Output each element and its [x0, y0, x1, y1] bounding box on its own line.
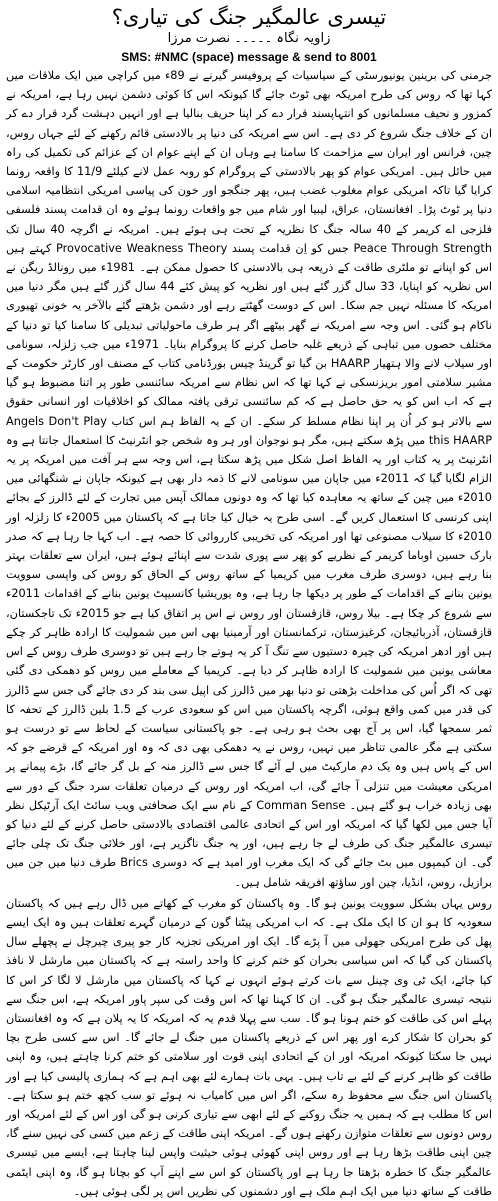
column-byline: زاویہ نگاہ ۔۔۔۔۔ نصرت مرزا: [167, 31, 331, 46]
article-title: تیسری عالمگیر جنگ کی تیاری؟: [111, 5, 387, 29]
sms-instruction: SMS: #NMC (space) message & send to 8001: [121, 50, 377, 64]
article-body: [6, 66, 493, 1198]
article-header: [0, 0, 498, 65]
article-paragraph-1: جرمنی کی برینین یونیورسٹی کے سیاسیات کے پروفیسر گیرنے نے 89ء میں کراچی میں ایک ملاقات میں کہا تھا کہ روس کی طرح امریکہ بھی ٹوٹ جائے گا کیونکہ اس کا کوئی دشمن نہیں رہا ہے، امریکہ نے کمزور و نحیف مسلمانوں کو انتہاپسند قرار دے کر اپنا حریف بنالیا ہے اور انہیں دہشت گرد قرار دے کر ان کے خلاف جنگ شروع کر دی ہے۔ اس سے امریکہ کی دنیا پر بالادستی قائم رکھنے کے لئے جہاں روس، چین، فرانس اور ایران سے مزاحمت کا سامنا ہے وہاں ان کے اپنے عوام ان کے عزائم کی تکمیل کی راہ میں حائل ہیں۔ امریکی عوام کو پھر بالادستی کے پروگرام کو روبہ عمل لانے کیلئے 11/9 کا واقعہ رونما کرایا گیا تاکہ امریکی عوام مغلوب غضب ہیں، پھر جنگجو اور خون کی پیاسی امریکی انتظامیہ اسلامی دنیا پر ٹوٹ پڑا۔ افغانستان، عراق، لیبیا اور شام میں جو واقعات رونما ہوئے وہ ان قدامت پسند فلسفی فلزجی اے کریمر کے 40 سالہ جنگ کا نظریہ کے تحت ہی ہوئے ہیں۔ امریکہ نے اگرچہ 40 سال تک Peace Through Strength جس کو اِن قدامت پسند Provocative Weakness Theory کہتے ہیں اس کو اپنانے تو ملٹری طاقت کے ذریعہ ہی بالادستی کا حصول ممکن ہے۔ 1981ء میں رونالڈ ریگن نے اس نظریہ کو اپنایا، 33 سال گزر گئے ہیں اور نظریہ کو پیش کئے 44 سال گزر گئے ہیں مگر دنیا میں امریکہ کا مسئلہ نہیں جم سکا۔ اس کے دوست گھٹتے رہے اور دشمن بڑھتے گئے بالآخر یہ خونی تھیوری ناکام ہو گئی۔ اس وجہ سے امریکہ نے گھر بیٹھے اگر ہر طرف ماحولیاتی تبدیلی کا سامنا کیا تو دنیا کے مختلف حصوں میں تباہی کے ذریعے غلبہ حاصل کرنے کا پروگرام بنایا۔ 1971ء میں جب زلزلہ، سونامی اور سیلاب لانے والا ہتھیار HAARP بن گیا تو گرینڈ چیس بورڈنامی کتاب کے مصنف اور کارٹر حکومت کے مشیر سلامتی امور بریزنسکی نے کہا تھا کہ اس نظام سے امریکہ سائنسی طور پر اتنا مضبوط ہو گیا ہے کہ اب اس کو یہ حق حاصل ہے کہ کم سائنسی ترقی یافتہ ممالک کو اخلاقیات اور انسانی حقوق سے بالاتر ہو کر اُن پر اپنا نظام مسلط کر سکے۔ ان کے یہ الفاظ ہم اس کتاب Angels Don't Play this HAARP میں پڑھ سکتے ہیں، مگر ہو نوجوان اور ہر وہ شخص جو انٹرنیٹ کا استعمال جانتا ہے وہ انٹرنیٹ پر یہ کتاب اور یہ الفاظ اصل شکل میں پڑھ سکتا ہے، اس وجہ سے ہر آفت میں امریکہ پر یہ الزام لگایا گیا کہ 2011ء میں جاپان میں سونامی لانے کا ذمہ دار بھی ہے کیونکہ جاپان نے شنگھائی میں 2010ء میں چین کے ساتھ یہ معاہدہ کیا تھا کہ وہ دونوں ممالک آپس میں تجارت کے لئے ڈالرز کے بجائے اپنی کرنسی کا استعمال کریں گے۔ اسی طرح یہ خیال کیا جاتا ہے کہ پاکستان میں 2005ء کا زلزلہ اور 2010ء کا سیلاب مصنوعی تھا اور امریکہ کی تخریبی کارروائی کا حصہ ہے۔ اب کہا جا رہا ہے کہ صدر بارک حسین اوباما کریمر کے نظریے کو پھر سے پوری شدت سے اپنائے ہوئے ہیں، ایران سے تعلقات بہتر بنا رہے ہیں، دوسری طرف مغرب میں کریمیا کے ساتھ روس کے الحاق کو روس کی واپسی سوویت یونین بنانے کے اقدامات کے طور پر دیکھا جا رہا ہے، وہ یوریشیا کانسیپٹ یونین بنانے کے اقدامات 2011ء سے شروع کر چکا ہے۔ بیلا روس، قازقستان اور روس نے اس پر اتفاق کیا ہے جو 2015ء تک تاجکستان، قازقستان، آذربائیجان، کرغیزستان، ترکمانستان اور آرمینیا بھی اس میں شمولیت کا ارادہ ظاہر کر چکے ہیں اور ادھر امریکہ کی چیرہ دستیوں سے تنگ آ کر یہ ہوتے جا رہے ہیں تو دوسری طرف روس کے اس معاشی یونین میں شمولیت کا ارادہ ظاہر کر دیا ہے۔ کریمیا کے معاملے میں روس کو دھمکی دی گئی تھی کہ اگر اُس کی مداخلت بڑھتی تو دنیا بھر میں ڈالرز کی اپیل سی بند کر دی جائے گی جس سے ڈالرز کی قدر میں کمی واقع ہوئی، اگرچہ پاکستان میں اس کو سعودی عرب کے 1.5 بلین ڈالرز کے تحفہ کا ثمر سمجھا گیا، اس پر آج بھی بحث ہو رہی ہے۔ جو پاکستانی سیاست کے لحاظ سے تو درست ہو سکتی ہے مگر عالمی تناظر میں نہیں، روس نے یہ دھمکی بھی دی کہ وہ اور امریکہ کے قرضے جو کہ اس کے پاس ہیں وہ یک دم مارکیٹ میں لے آئے گا جس سے ڈالرز منہ کے بل گر جائے گا، بڑے پیمانے پر امریکی معیشت میں تنزلی آ جائے گی، اب امریکہ اور روس کے درمیان تعلقات سرد جنگ کے دور سے بھی زیادہ خراب ہو گئے ہیں۔ Comman Sense کے نام سے ایک صحافتی ویب سائٹ ایک آرٹیکل نظر آیا جس میں لکھا گیا کہ امریکہ اور اس کے اتحادی عالمی اقتصادی بالادستی حاصل کرنے کے لئے دنیا کو تیسری عالمگیر جنگ کی طرف لے جا رہے ہیں، اور یہ جنگ ناگزیر ہے، اور خلائی جنگ تک چلی جائے گی۔ ان کیمپوں میں بٹ جائے گی کہ ایک مغرب اور امید ہے کہ دوسری Brics طرف دنیا میں جن میں برازیل، روس، انڈیا، چین اور ساؤتھ افریقہ شامل ہیں۔: [6, 69, 493, 889]
article-paragraph-2: روس یہاں بشکل سوویت یونین ہو گا۔ وہ پاکستان کو مغرب کے کھاتے میں ڈال رہے ہیں کہ پاکستان سعودیہ کا ہو ان کا ایک ملک ہے۔ کہ اب امریکی پیٹنا گون کے درمیان گہرے تعلقات ہیں وہ ایک ایسے پھل کی طرح امریکی جھولی میں آ پڑے گا۔ ایک اور امریکی تجزیہ کار جو پیری چیرچل نے پچھلے سال پاکستان کی گیا کہ اس سیاسی بحران کو ختم کرنے کا واحد راستہ ہے کہ پاکستان میں مارشل لا نافذ کیا جائے، ایک ٹی وی چینل سے بات کرتے ہوئے انہوں نے کہا کہ پاکستان میں مارشل لا لگا کر اس کا نتیجہ تیسری عالمگیر جنگ ہو گی۔ ان کا کہنا تھا کہ اس وقت کی سپر پاور امریکہ ہے، اس جنگ سے پہلے اس کی طاقت کو ختم ہونا ہو گا۔ سب سے پہلا قدم یہ کہ امریکہ کا یہ پلان ہے کہ وہ افغانستان کو بحران کا شکار کرے اور پھر اس کے ذریعے پاکستان میں جنگ لے جائے گا۔ اس سے کسی طرح بچا نہیں جا سکتا کیونکہ امریکہ اور ان کے اتحادی اپنی قوت اور سلامتی کو ختم کرنا چاہتے ہیں، وہ اپنی طاقت کو ظاہر کرنے کے لئے بے تاب ہیں۔ یہی بات ہمارے لئے بھی اہم ہے کہ ہماری پالیسی کیا ہے اور پاکستان اس جنگ سے محفوظ رہ سکے، اگر اس میں کامیاب نہ ہوئے تو سب کچھ ختم ہو سکتا ہے۔ اس کا مطلب ہے کہ ہمیں یہ جنگ روکنے کے لئے ابھی سے تیاری کرنی ہو گی اور اس کے لئے امریکہ اور روس دونوں سے تعلقات متوازن رکھنے ہوں گے۔ امریکہ اپنی طاقت کے زعم میں کسی کی نہیں سنے گا، چین اپنی طاقت بڑھا رہا ہے اور روس اپنی کھوئی ہوئی حیثیت واپس لینا چاہتا ہے، ایسے میں تیسری عالمگیر جنگ کا خطرہ بڑھتا جا رہا ہے اور پاکستان کو اس سے اپنے آپ کو بچانا ہو گا، وہ اپنی ایٹمی طاقت کے ساتھ دنیا میں ایک اہم ملک ہے اور دشمنوں کی نظریں اس پر لگی ہوئی ہیں۔: [6, 896, 492, 1198]
